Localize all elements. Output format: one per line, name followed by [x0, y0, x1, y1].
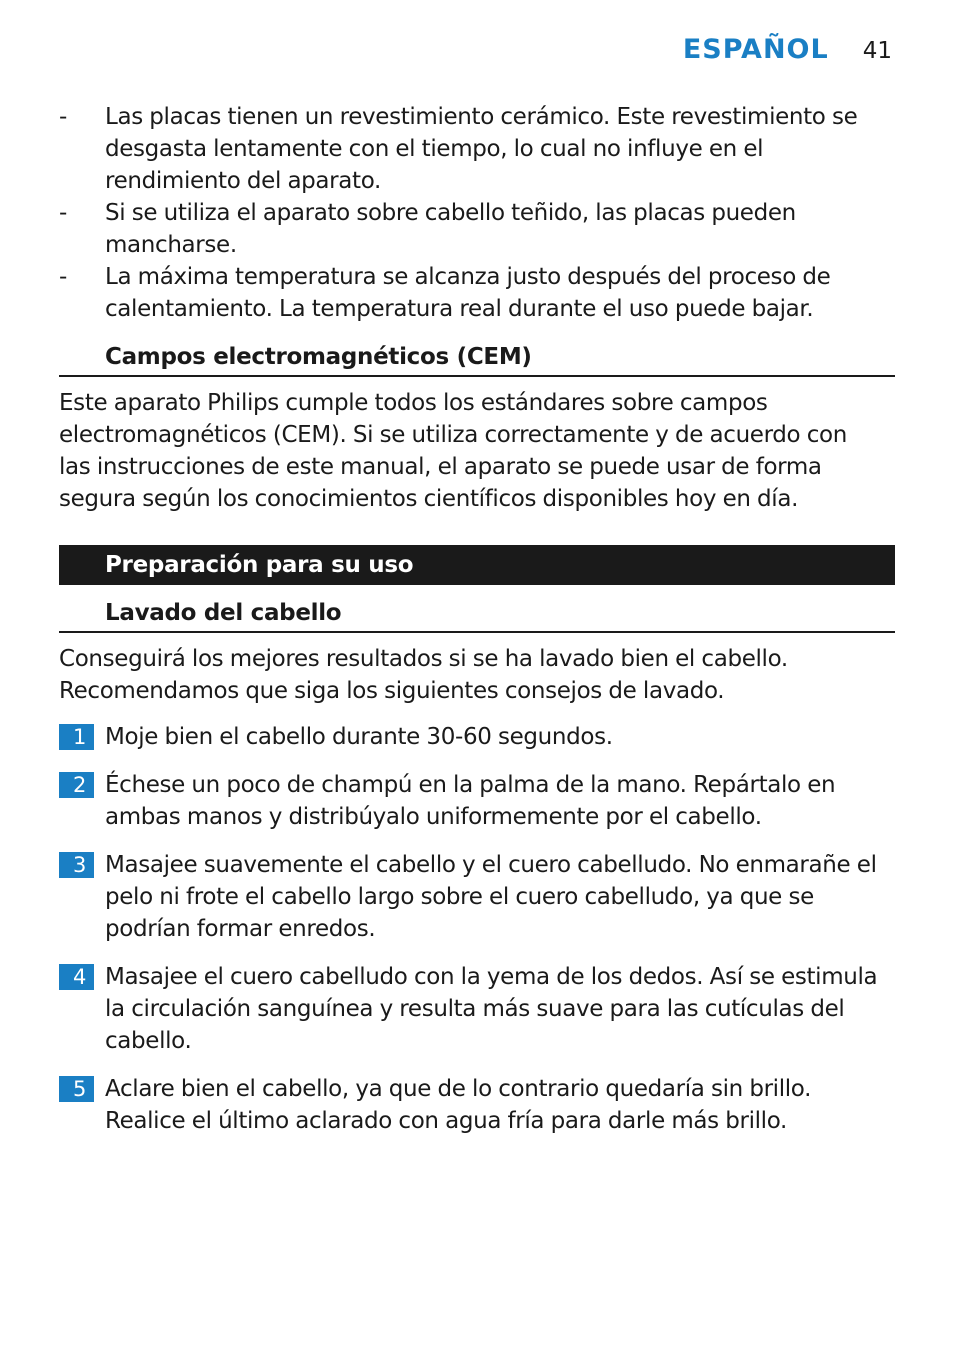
step-number: 2 [72, 773, 86, 797]
step-number: 5 [72, 1077, 86, 1101]
page-content [59, 101, 895, 1137]
step-number-badge [59, 964, 94, 990]
note-text: La máxima temperatura se alcanza justo después del proceso de calentamiento. La temperatura real durante el uso puede bajar. [105, 264, 831, 322]
language-label: ESPAÑOL [682, 34, 829, 65]
emf-paragraph: Este aparato Philips cumple todos los estándares sobre campos electromagnéticos (CEM). Si se utiliza correctamente y de acuerdo con las instrucciones de este manual, el aparato se puede usar de forma segura según los conocimientos científicos disponibles hoy en día. [59, 390, 847, 512]
washing-intro: Conseguirá los mejores resultados si se ha lavado bien el cabello. Recomendamos que siga los siguientes consejos de lavado. [59, 646, 788, 704]
step-number: 1 [72, 725, 86, 749]
dash-bullet: - [59, 104, 67, 130]
washing-heading: Lavado del cabello [59, 597, 895, 633]
preparation-section-bar: Preparación para su uso [59, 545, 895, 585]
note-text: Las placas tienen un revestimiento cerámico. Este revestimiento se desgasta lentamente con el tiempo, lo cual no influye en el rendimiento del aparato. [105, 104, 858, 194]
step-item [59, 721, 895, 753]
step-text: Moje bien el cabello durante 30-60 segundos. [105, 724, 613, 750]
step-number-badge [59, 724, 94, 750]
step-number-badge [59, 1076, 94, 1102]
note-item [59, 101, 875, 197]
step-item [59, 961, 895, 1057]
note-item [59, 197, 875, 261]
washing-steps [59, 721, 895, 1137]
step-item [59, 849, 895, 945]
step-number: 4 [72, 965, 86, 989]
page-header [683, 34, 892, 65]
note-item [59, 261, 875, 325]
step-item [59, 769, 895, 833]
emf-heading: Campos electromagnéticos (CEM) [59, 341, 895, 377]
step-number-badge [59, 772, 94, 798]
step-text: Masajee el cuero cabelludo con la yema de los dedos. Así se estimula la circulación sanguínea y resulta más suave para las cutículas del cabello. [105, 964, 878, 1054]
step-number-badge [59, 852, 94, 878]
step-text: Échese un poco de champú en la palma de la mano. Repártalo en ambas manos y distribúyalo uniformemente por el cabello. [105, 772, 836, 830]
note-text: Si se utiliza el aparato sobre cabello teñido, las placas pueden mancharse. [105, 200, 796, 258]
step-text: Aclare bien el cabello, ya que de lo contrario quedaría sin brillo. Realice el último aclarado con agua fría para darle más brillo. [105, 1076, 812, 1134]
page-number: 41 [862, 38, 892, 64]
note-list [59, 101, 895, 325]
dash-bullet: - [59, 264, 67, 290]
step-number: 3 [72, 853, 86, 877]
dash-bullet: - [59, 200, 67, 226]
step-text: Masajee suavemente el cabello y el cuero cabelludo. No enmarañe el pelo ni frote el cabello largo sobre el cuero cabelludo, ya que se podrían formar enredos. [105, 852, 877, 942]
step-item [59, 1073, 895, 1137]
